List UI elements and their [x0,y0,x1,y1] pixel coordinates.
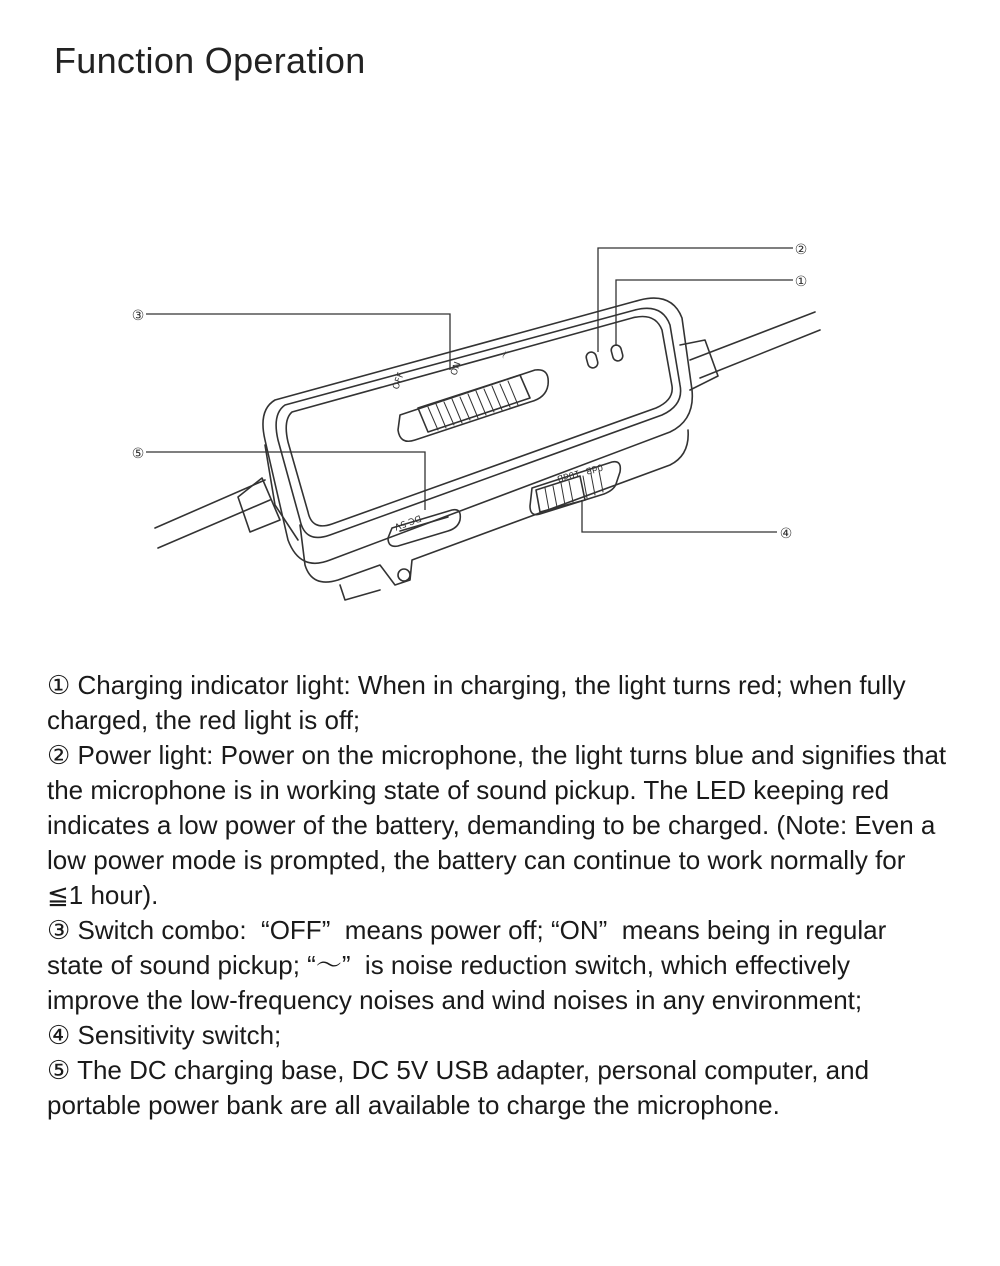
item-switch-combo: ③ Switch combo: “OFF” means power off; “ON” means being in regular state of sound pickup; “〜” is noise reduction switch, which effectively improve the low-frequency noises and wind noises in any environment; [47,915,887,1015]
device-diagram [0,210,1000,610]
nr-label: 〜 [499,349,512,362]
marker-1: ① [794,274,808,290]
marker-5: ⑤ [131,446,145,462]
dc-label: DC 5V [392,512,423,532]
leader-line-5 [146,452,425,510]
sens-label: 0dB -10dB [555,461,604,483]
leader-line-1 [616,280,793,346]
item-charging-indicator: ① Charging indicator light: When in charging, the light turns red; when fully charged, the red light is off; [47,670,906,735]
item-dc-charging: ⑤ The DC charging base, DC 5V USB adapter, personal computer, and portable power bank are all available to charge the microphone. [47,1055,870,1120]
function-description [47,668,947,1123]
device-body-outline [263,298,692,563]
marker-4: ④ [779,526,793,542]
power-led [585,351,599,369]
item-power-light: ② Power light: Power on the microphone, the light turns blue and signifies that the microphone is in working state of sound pickup. The LED keeping red indicates a low power of the battery, demanding to be charged. (Note: Even a low power mode is prompted, the battery can continue to work normally for ≦1 hour). [47,740,947,910]
page-title: Function Operation [54,40,366,81]
on-label: ON [449,360,464,378]
cable-right [690,312,815,360]
marker-2: ② [794,242,808,258]
leader-line-3 [146,314,450,370]
marker-3: ③ [131,308,145,324]
item-sensitivity-switch: ④ Sensitivity switch; [47,1020,282,1050]
off-label: OFF [391,371,407,392]
leader-line-4 [582,500,777,532]
leader-line-2 [598,248,793,352]
charging-led [610,344,624,362]
